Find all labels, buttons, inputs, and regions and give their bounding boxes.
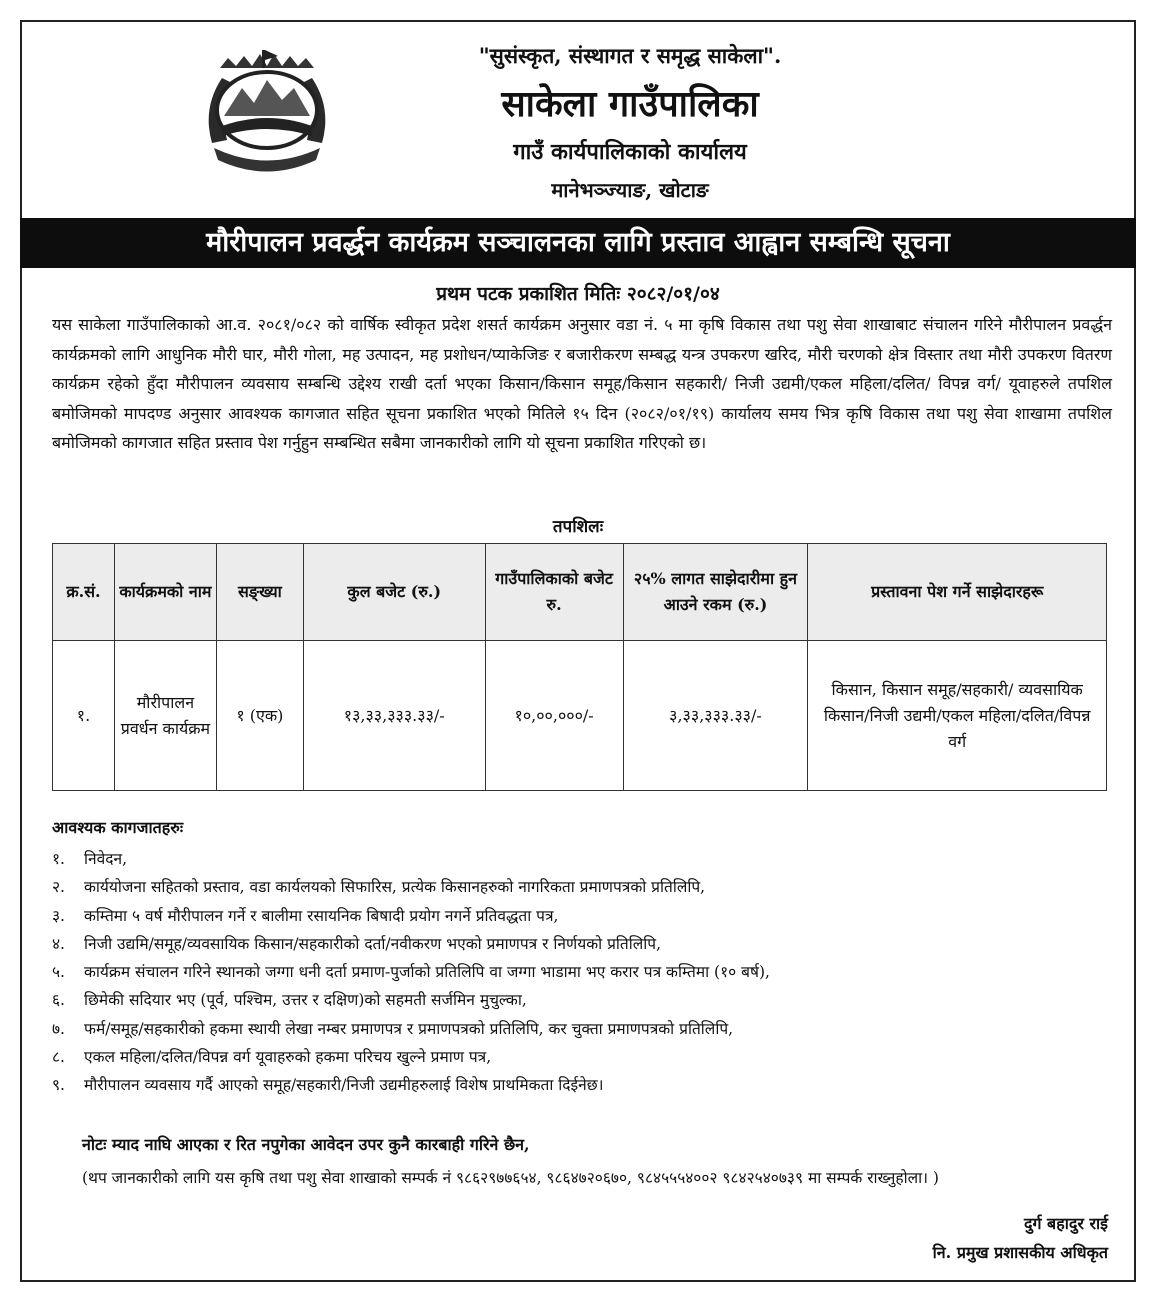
org-name: साकेला गाउँपालिका — [501, 83, 759, 125]
table-header: क्र.सं. — [53, 544, 115, 641]
signatory-designation: नि. प्रमुख प्रशासकीय अधिकृत — [932, 1243, 1108, 1262]
table-header: प्रस्तावना पेश गर्ने साझेदारहरू — [808, 544, 1107, 641]
signatory-name: दुर्ग बहादुर राई — [1023, 1214, 1108, 1233]
item-number: ४. — [52, 934, 65, 953]
table-header: सङ्ख्या — [216, 544, 303, 641]
item-number: ९. — [52, 1076, 65, 1095]
table-header: २५% लागत साझेदारीमा हुन आउने रकम (रु.) — [623, 544, 808, 641]
table-cell: मौरीपालन प्रवर्धन कार्यक्रम — [114, 641, 216, 791]
list-item — [52, 845, 1112, 873]
list-item — [52, 902, 1112, 930]
table-cell: १०,००,०००/- — [485, 641, 623, 791]
note: नोटः म्याद नाघि आएका र रित नपुगेका आवेदन उपर कुनै कारबाही गरिने छैन, — [82, 1135, 530, 1154]
office-name: गाउँ कार्यपालिकाको कार्यालय — [513, 139, 747, 165]
list-item — [52, 1015, 1112, 1043]
table-cell: किसान, किसान समूह/सहकारी/ व्यवसायिक किसान/निजी उद्यमी/एकल महिला/दलित/विपन्न वर्ग — [808, 641, 1107, 791]
item-number: ३. — [52, 906, 65, 925]
notice-body: यस साकेला गाउँपालिकाको आ.व. २०८१/०८२ को वार्षिक स्वीकृत प्रदेश शसर्त कार्यक्रम अनुसार वडा नं. ५ मा कृषि विकास तथा पशु सेवा शाखाबाट संचालन गरिने मौरीपालन प्रवर्द्धन कार्यक्रमको लागि आधुनिक मौरी घार, मौरी गोला, मह उत्पादन, मह प्रशोधन/प्याकेजिङ र बजारीकरण सम्बद्ध यन्त्र उपकरण खरिद, मौरी चरणको क्षेत्र विस्तार तथा मौरी उपकरण वितरण कार्यक्रम रहेको हुँदा मौरीपालन व्यवसाय सम्बन्धि उद्देश्य राखी दर्ता भएका किसान/किसान समूह/किसान सहकारी/ निजी उद्यमी/एकल महिला/दलित/ विपन्न वर्ग/ यूवाहरुले तपशिल बमोजिमको मापदण्ड अनुसार आवश्यक कागजात सहित सूचना प्रकाशित भएको मितिले १५ दिन (२०८२/०१/१९) कार्यालय समय भित्र कृषि विकास तथा पशु सेवा शाखामा तपशिल बमोजिमको कागजात सहित प्रस्ताव पेश गर्नुहुन सम्बन्धित सबैमा जानकारीको लागि यो सूचना प्रकाशित गरिएको छ। — [52, 315, 1112, 453]
table-cell: १. — [53, 641, 115, 791]
list-item — [52, 1071, 1112, 1099]
item-text: छिमेकी सदियार भए (पूर्व, पश्चिम, उत्तर र दक्षिण)को सहमती सर्जमिन मुचुल्का, — [84, 991, 527, 1010]
office-address: मानेभञ्ज्याङ, खोटाङ — [551, 178, 709, 202]
item-text: एकल महिला/दलित/विपन्न वर्ग यूवाहरुको हकमा परिचय खुल्ने प्रमाण पत्र, — [84, 1048, 492, 1067]
item-number: ७. — [52, 1019, 65, 1038]
list-item — [52, 873, 1112, 901]
item-number: ८. — [52, 1048, 65, 1067]
table-header-row — [53, 544, 1107, 641]
requirements-title: आवश्यक कागजातहरुः — [52, 818, 184, 837]
item-number: १. — [52, 850, 65, 868]
item-text: फर्म/समूह/सहकारीको हकमा स्थायी लेखा नम्बर प्रमाणपत्र र प्रमाणपत्रको प्रतिलिपि, कर चुक्ता प्रमाणपत्रको प्रतिलिपि, — [84, 1019, 734, 1038]
item-number: ६. — [52, 991, 65, 1010]
list-item — [52, 986, 1112, 1014]
item-text: कार्यक्रम संचालन गरिने स्थानको जग्गा धनी दर्ता प्रमाण-पुर्जाको प्रतिलिपि वा जग्गा भाडामा भए करार पत्र कम्तिमा (१० बर्ष), — [84, 963, 770, 982]
requirements-list — [52, 845, 1112, 1100]
table-cell: १३,३३,३३३.३३/- — [303, 641, 485, 791]
table-header: कुल बजेट (रु.) — [303, 544, 485, 641]
item-text: निवेदन, — [84, 850, 127, 868]
motto: "सुसंस्कृत, संस्थागत र समृद्ध साकेला". — [478, 43, 782, 68]
list-item — [52, 930, 1112, 958]
item-number: २. — [52, 878, 65, 897]
program-table — [52, 543, 1107, 791]
item-text: मौरीपालन व्यवसाय गर्दै आएको समूह/सहकारी/निजी उद्यमीहरुलाई विशेष प्राथमिकता दिईनेछ। — [84, 1076, 604, 1095]
item-text: कार्ययोजना सहितको प्रस्ताव, वडा कार्यलयको सिफारिस, प्रत्येक किसानहरुको नागरिकता प्रमाणपत्रको प्रतिलिपि, — [84, 878, 706, 897]
table-header: कार्यक्रमको नाम — [114, 544, 216, 641]
list-item — [52, 1043, 1112, 1071]
table-cell: ३,३३,३३३.३३/- — [623, 641, 808, 791]
item-text: कम्तिमा ५ वर्ष मौरीपालन गर्ने र बालीमा रसायनिक बिषादी प्रयोग नगर्ने प्रतिवद्धता पत्र, — [84, 906, 559, 925]
contact-info: (थप जानकारीको लागि यस कृषि तथा पशु सेवा शाखाको सम्पर्क नं ९८६२९७७६५४, ९८६४७२०६७०, ९८४५५५४००२ ९८४२५४०७३९ मा सम्पर्क राख्नुहोला। ) — [82, 1169, 939, 1187]
table-header: गाउँपालिकाको बजेट रु. — [485, 544, 623, 641]
table-row — [53, 641, 1107, 791]
table-cell: १ (एक) — [216, 641, 303, 791]
list-item — [52, 958, 1112, 986]
schedule-label: तपशिलः — [552, 517, 604, 537]
publish-date: प्रथम पटक प्रकाशित मितिः २०८२/०१/०४ — [436, 283, 720, 305]
item-number: ५. — [52, 963, 65, 982]
notice-title: मौरीपालन प्रवर्द्धन कार्यक्रम सञ्चालनका लागि प्रस्ताव आह्वान सम्बन्धि सूचना — [20, 218, 1136, 268]
item-text: निजी उद्यमि/समूह/व्यवसायिक किसान/सहकारीको दर्ता/नवीकरण भएको प्रमाणपत्र र निर्णयको प्रतिलिपि, — [84, 934, 662, 953]
